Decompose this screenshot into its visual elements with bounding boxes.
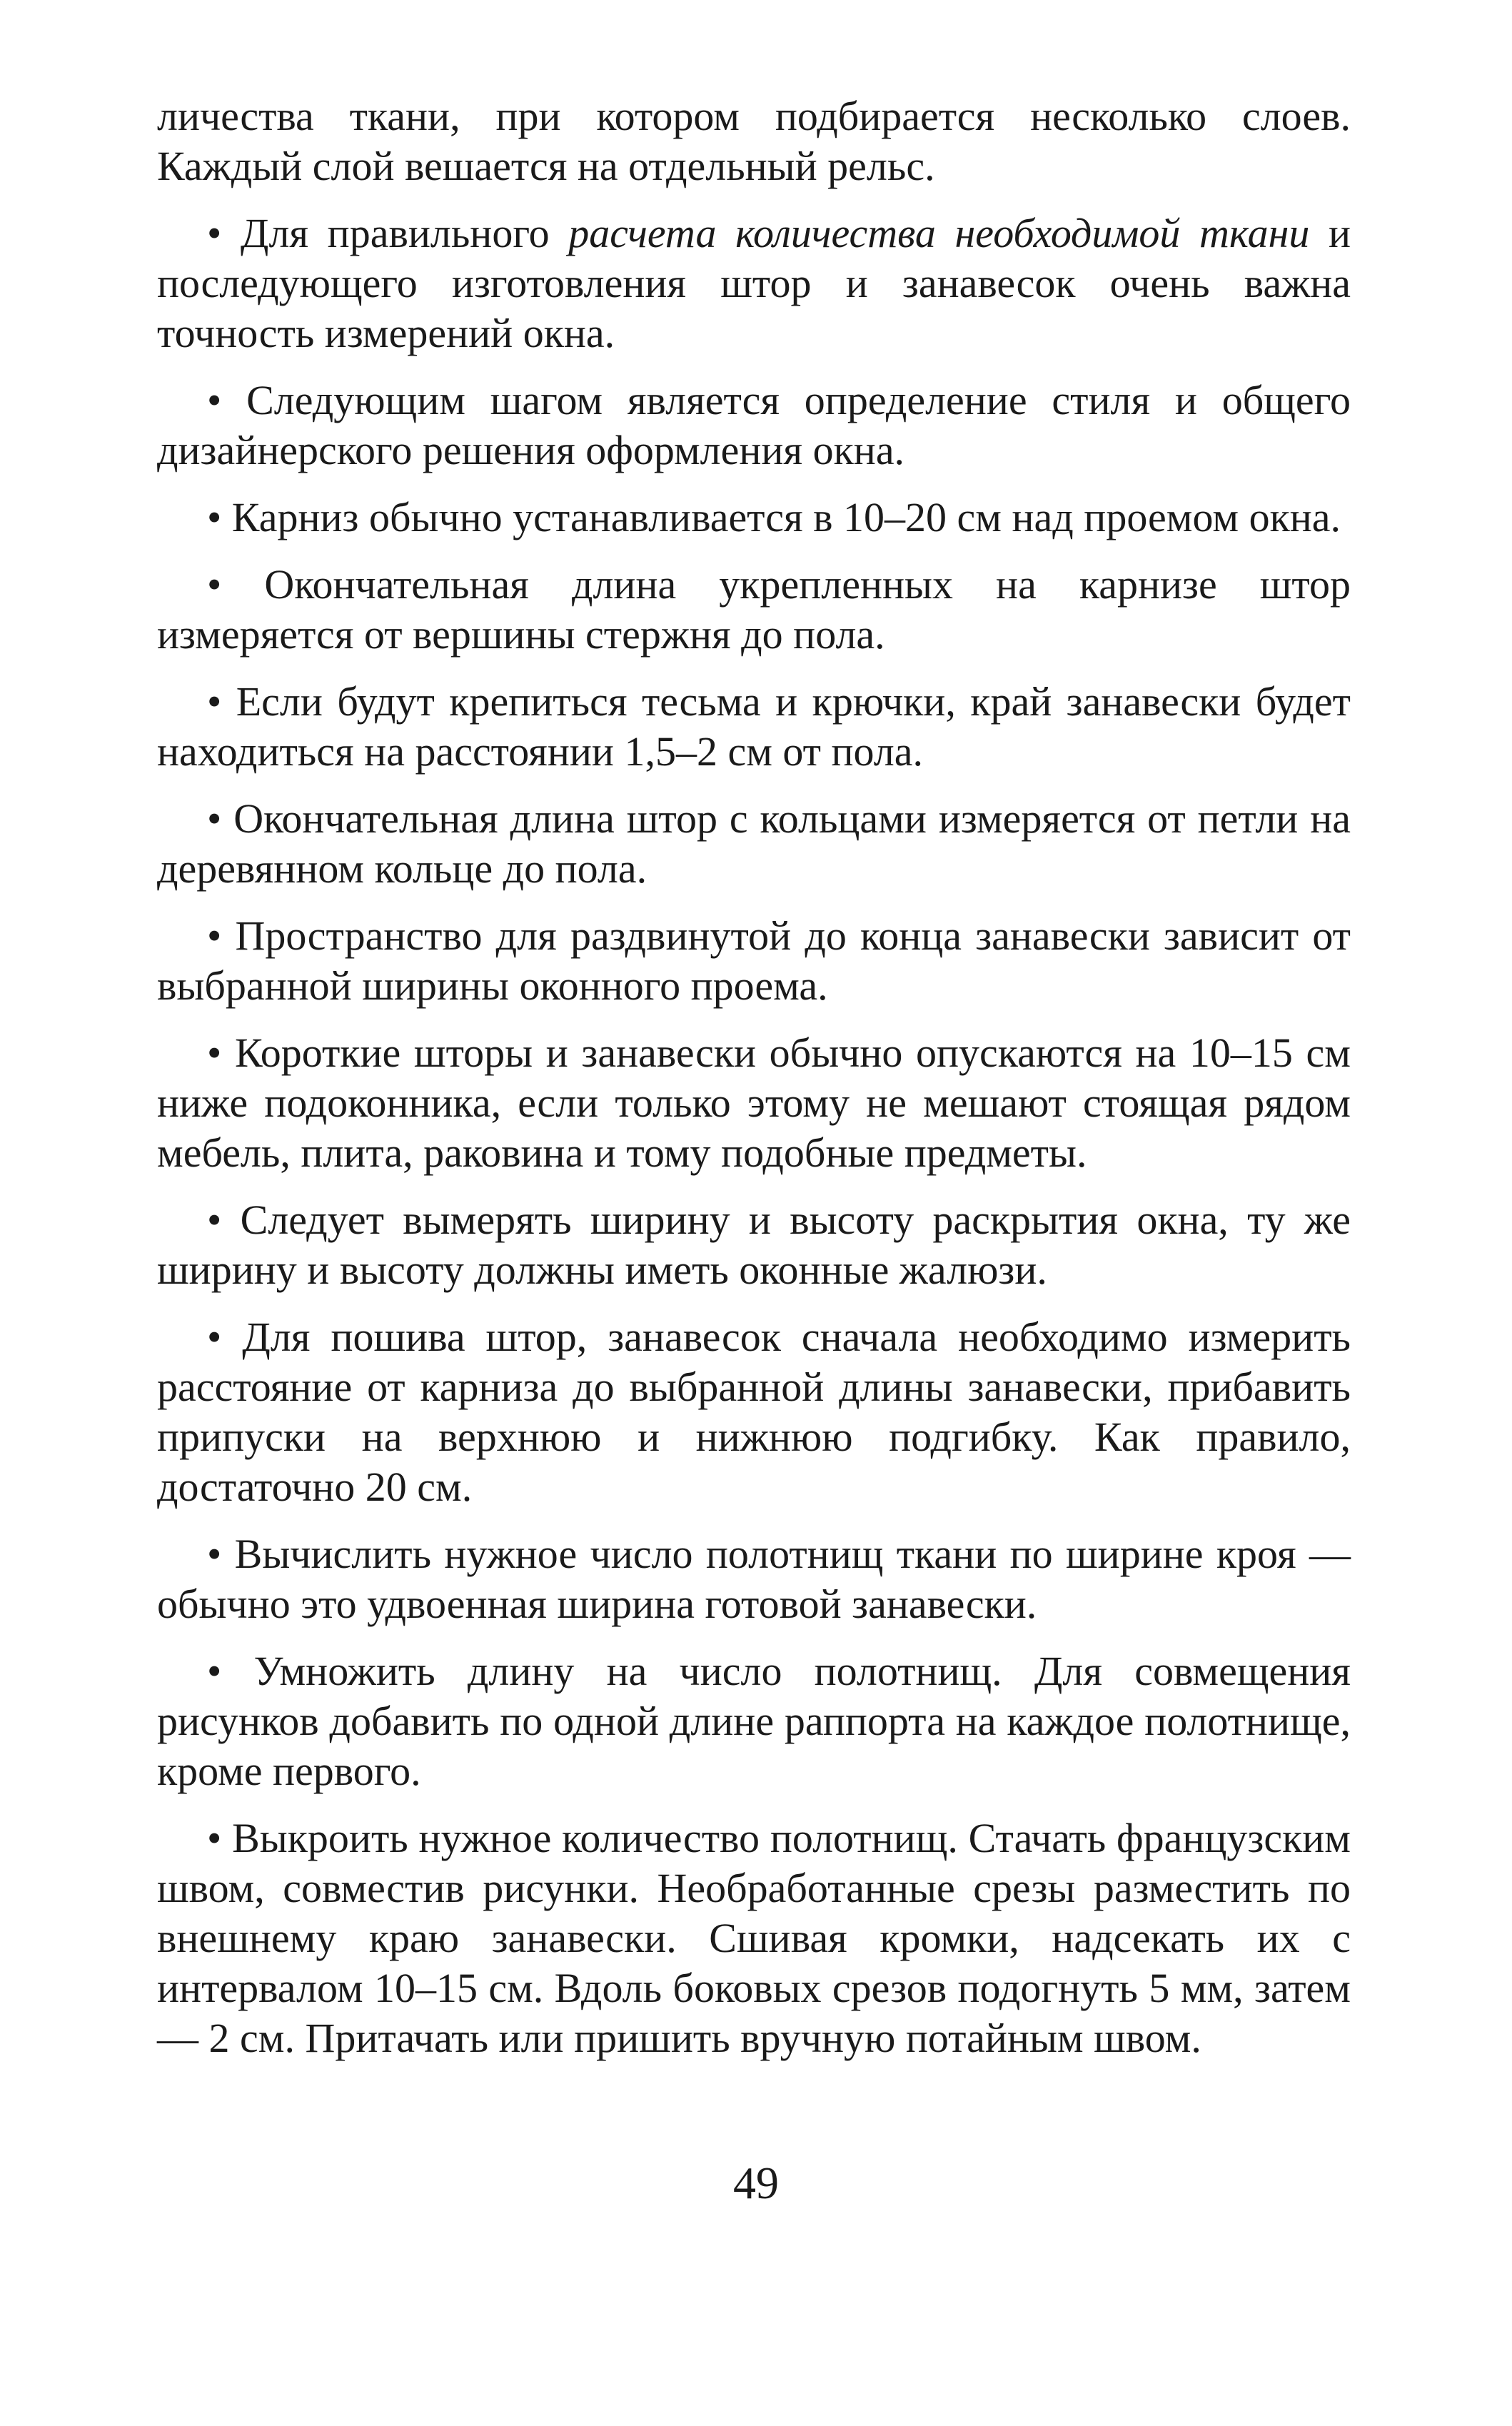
paragraph-panel-count: • Вычислить нужное число полотнищ ткани по ширине кроя — обычно это удвоенная ширина готовой занавески. <box>157 1531 1351 1627</box>
paragraph-fabric-calculation-lead: • Для правильного <box>207 210 569 256</box>
paragraph-fabric-calculation-emphasis: расчета количества необходимой ткани <box>568 210 1310 256</box>
paragraph-cornice-height: • Карниз обычно устанавливается в 10–20 см над проемом окна. <box>207 494 1341 540</box>
paragraph-continuation: личества ткани, при котором подбирается несколько слоев. Каждый слой вешается на отдельный рельс. <box>157 93 1351 189</box>
paragraph-final-length: • Окончательная длина укрепленных на карнизе штор измеряется от вершины стержня до пола. <box>157 561 1351 658</box>
page-number: 49 <box>733 2158 779 2208</box>
paragraph-cutting-stitching: • Выкроить нужное количество полотнищ. Стачать французским швом, совместив рисунки. Необработанные срезы разместить по внешнему краю занавески. Сшивая кромки, надсекать их с интервалом 10–15 см. Вдоль боковых срезов подогнуть 5 мм, затем — 2 см. Притачать или пришить вручную потайным швом. <box>157 1815 1351 2061</box>
paragraph-short-curtains: • Короткие шторы и занавески обычно опускаются на 10–15 см ниже подоконника, если только этому не мешают стоящая рядом мебель, плита, раковина и тому подобные предметы. <box>157 1030 1351 1176</box>
paragraph-open-space: • Пространство для раздвинутой до конца занавески зависит от выбранной ширины оконного проема. <box>157 912 1351 1009</box>
paragraph-sewing-allowance: • Для пошива штор, занавесок сначала необходимо измерить расстояние от карниза до выбранной длины занавески, прибавить припуски на верхнюю и нижнюю подгибку. Как правило, достаточно 20 см. <box>157 1314 1351 1510</box>
paragraph-style-definition: • Следующим шагом является определение стиля и общего дизайнерского решения оформления окна. <box>157 377 1351 473</box>
paragraph-tape-hooks: • Если будут крепиться тесьма и крючки, край занавески будет находиться на расстоянии 1,5–2 см от пола. <box>157 678 1351 775</box>
paragraph-window-opening: • Следует вымерять ширину и высоту раскрытия окна, ту же ширину и высоту должны иметь оконные жалюзи. <box>157 1197 1351 1293</box>
paragraph-fabric-calculation <box>157 208 1351 358</box>
paragraph-rings-length: • Окончательная длина штор с кольцами измеряется от петли на деревянном кольце до пола. <box>157 795 1351 892</box>
page-body <box>157 91 1351 2080</box>
paragraph-pattern-repeat: • Умножить длину на число полотнищ. Для совмещения рисунков добавить по одной длине раппорта на каждое полотнище, кроме первого. <box>157 1648 1351 1794</box>
paragraph-fabric-calculation-tail: и последующего изготовления штор и занавесок очень важна точность измерений окна. <box>157 210 1351 356</box>
